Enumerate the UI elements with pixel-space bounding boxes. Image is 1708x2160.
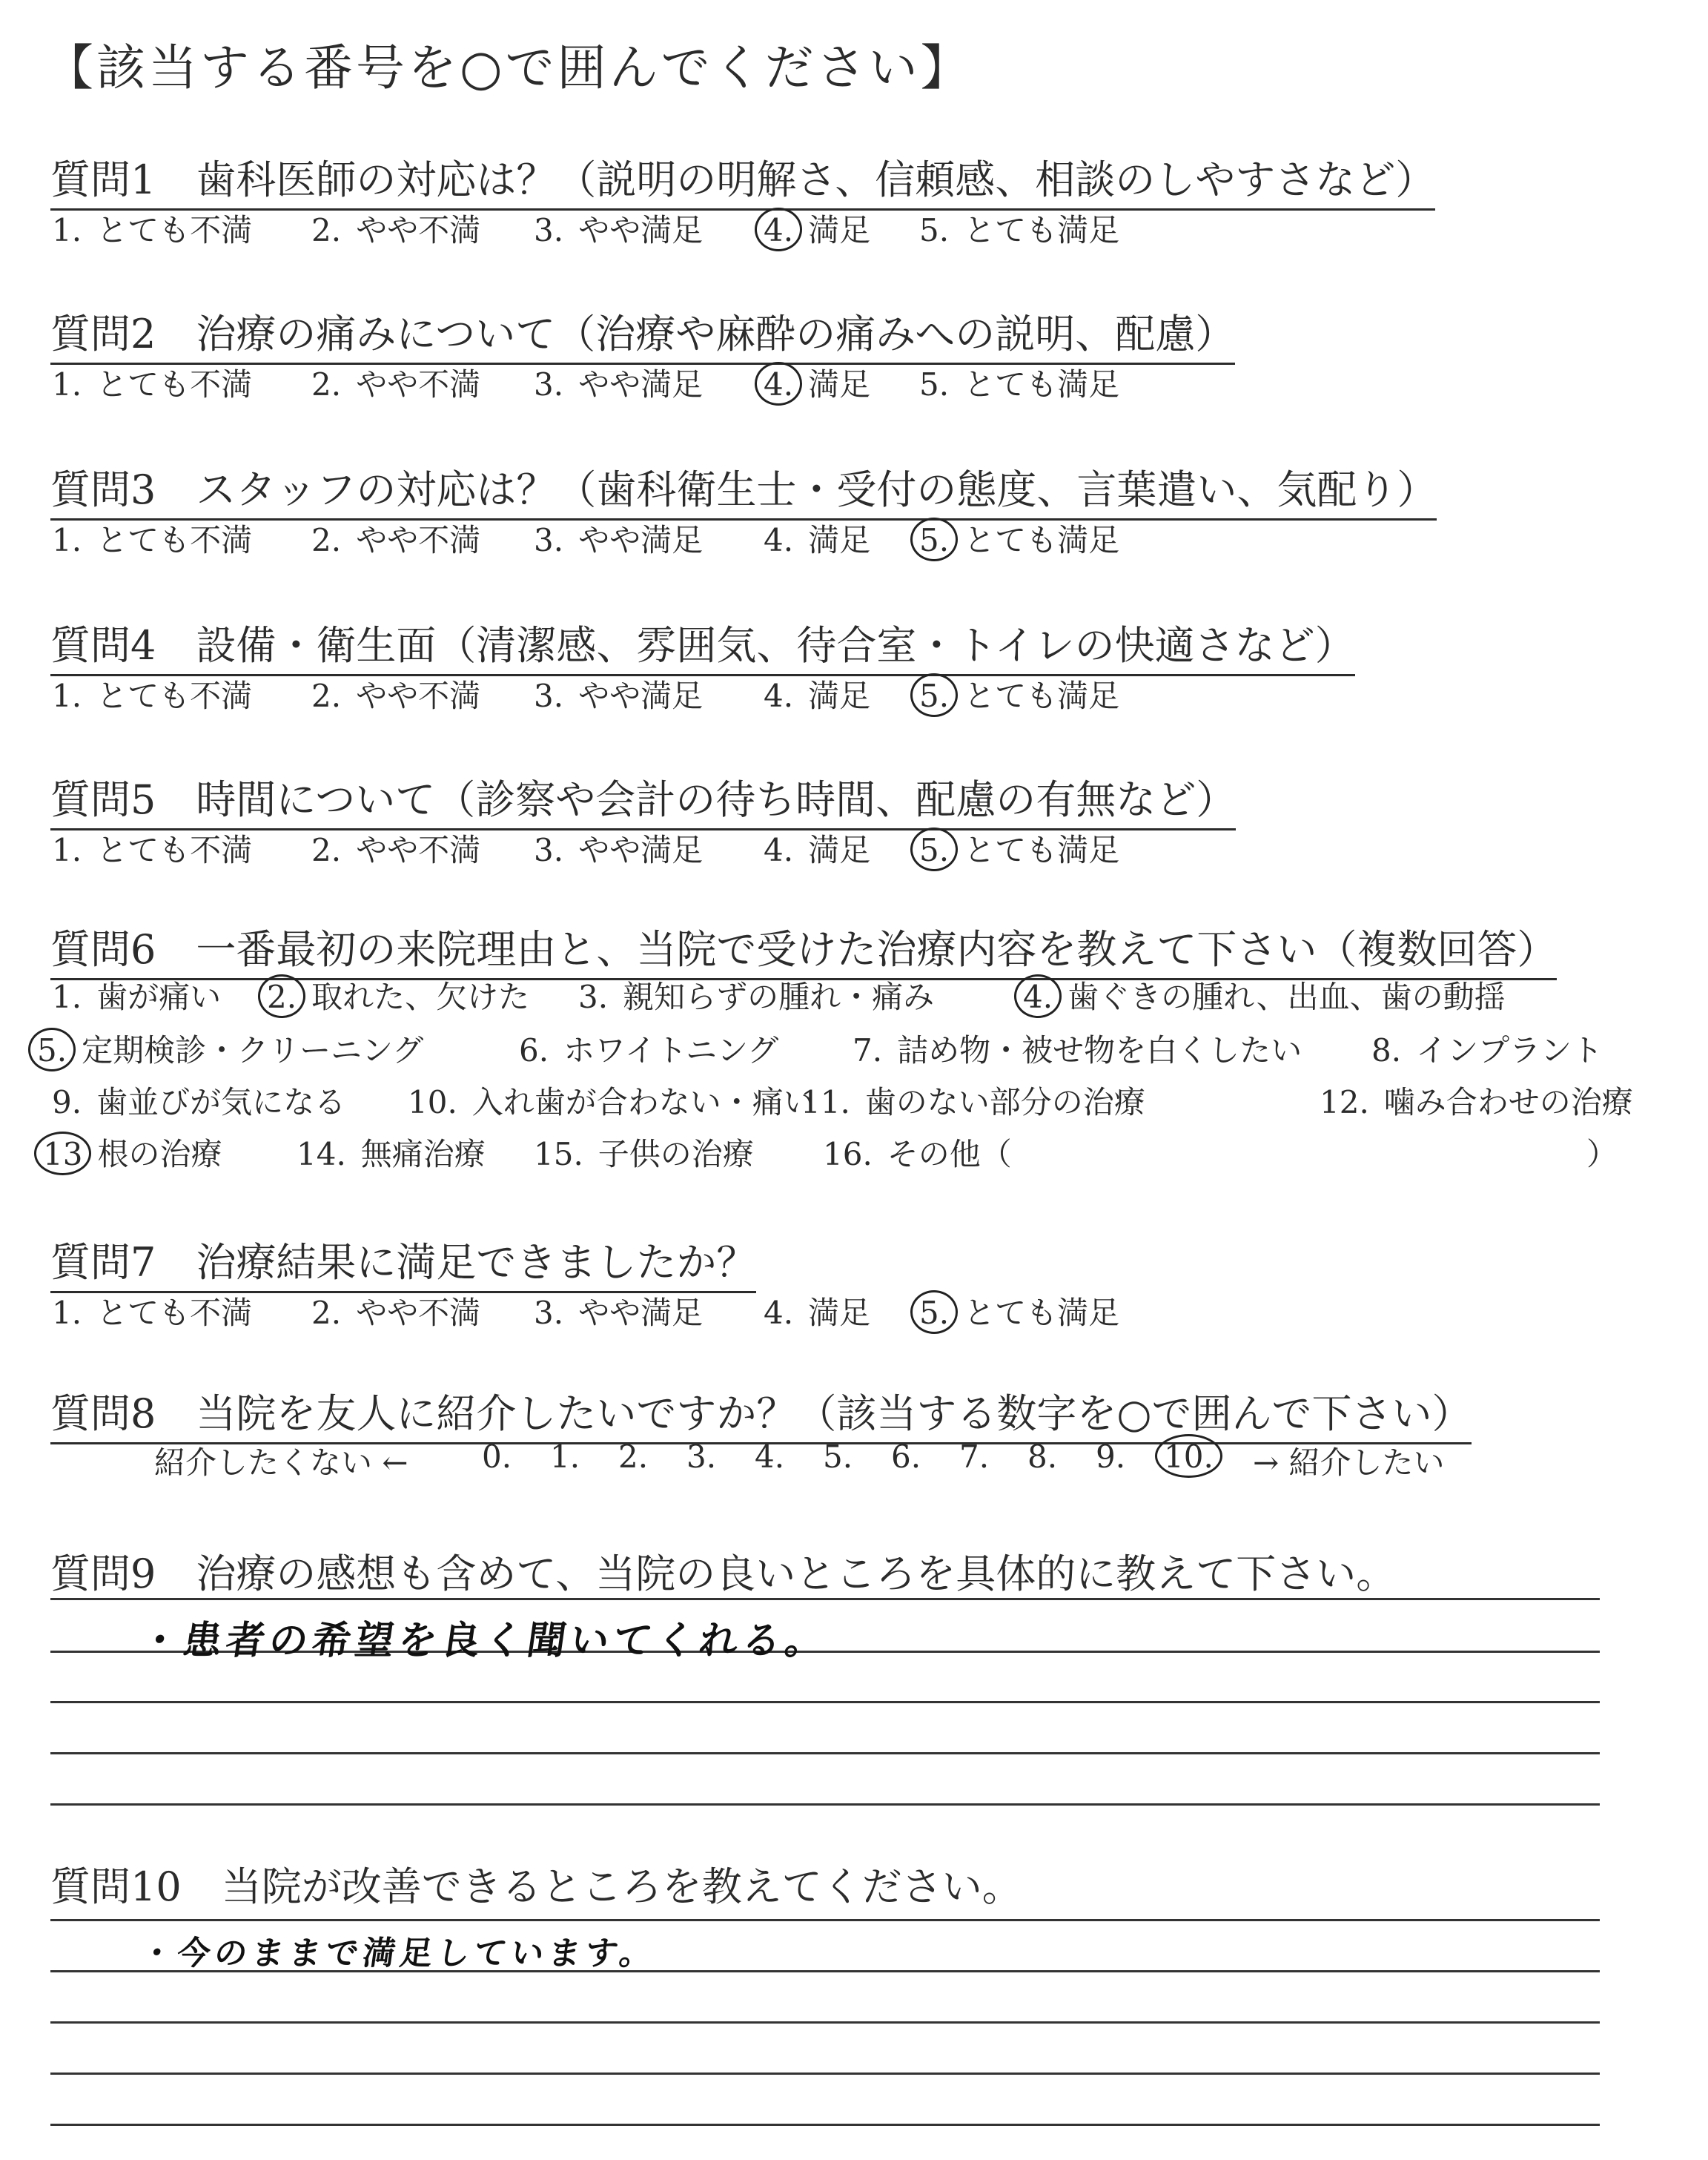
- option-label: やや満足: [578, 366, 704, 403]
- q6-option-14[interactable]: [297, 1130, 486, 1175]
- scale-option-1[interactable]: [52, 826, 252, 871]
- scale-option-1[interactable]: [52, 672, 252, 716]
- option-number: 2.: [311, 522, 342, 558]
- option-label: 無痛治療: [360, 1136, 486, 1172]
- recommend-score-0[interactable]: [482, 1439, 512, 1475]
- option-label: インプラント: [1416, 1032, 1603, 1069]
- option-label: とても不満: [96, 366, 253, 403]
- option-label: とても満足: [964, 1295, 1120, 1331]
- scale-option-1[interactable]: [52, 206, 252, 251]
- q6-option-12[interactable]: [1320, 1078, 1633, 1123]
- option-number: 16.: [823, 1136, 873, 1172]
- answer-line: [50, 1919, 1600, 1921]
- answer-line: [50, 2021, 1600, 2024]
- option-label: 根の治療: [97, 1136, 222, 1172]
- scale-option-3[interactable]: [534, 206, 703, 251]
- option-label: やや満足: [578, 522, 704, 558]
- scale-option-5[interactable]: [919, 1289, 1119, 1333]
- recommend-score-1[interactable]: [550, 1439, 580, 1475]
- question-4-title: 質問4 設備・衛生面（清潔感、雰囲気、待合室・トイレの快適さなど）: [50, 614, 1355, 676]
- q6-option-7[interactable]: [853, 1026, 1302, 1071]
- option-number: 8.: [1371, 1032, 1402, 1069]
- option-number: 5.: [919, 678, 950, 714]
- option-label: 詰め物・被せ物を白くしたい: [897, 1032, 1302, 1069]
- recommend-score-3[interactable]: [686, 1439, 716, 1475]
- scale-option-2[interactable]: [311, 360, 480, 405]
- option-number: 7.: [853, 1032, 883, 1069]
- option-label: ホワイトニング: [563, 1032, 779, 1069]
- option-label: とても満足: [964, 366, 1120, 403]
- option-label: 歯が痛い: [96, 979, 222, 1015]
- option-number: 1.: [52, 678, 82, 714]
- scale-option-4[interactable]: [764, 1289, 870, 1333]
- option-label: やや不満: [356, 366, 481, 403]
- option-label: やや満足: [578, 678, 704, 714]
- option-number: 4.: [764, 522, 794, 558]
- option-number: 4.: [764, 366, 794, 403]
- option-label: とても不満: [96, 678, 253, 714]
- scale-option-3[interactable]: [534, 826, 703, 871]
- scale-option-3[interactable]: [534, 516, 703, 561]
- option-label: 取れた、欠けた: [311, 979, 530, 1015]
- score-number: 10.: [1164, 1439, 1214, 1475]
- scale-option-2[interactable]: [311, 206, 480, 251]
- q8-left-label: 紹介したくない ←: [154, 1444, 408, 1481]
- score-number: 6.: [891, 1439, 921, 1475]
- scale-option-5[interactable]: [919, 672, 1119, 716]
- option-number: 1.: [52, 212, 82, 248]
- option-number: 4.: [764, 1295, 794, 1331]
- option-number: 12.: [1320, 1084, 1369, 1120]
- answer-line: [50, 1752, 1600, 1754]
- option-label: 歯ぐきの腫れ、出血、歯の動揺: [1068, 979, 1506, 1015]
- score-number: 2.: [618, 1439, 649, 1475]
- option-label: 満足: [808, 832, 871, 868]
- question-2-title: 質問2 治療の痛みについて（治療や麻酔の痛みへの説明、配慮）: [50, 303, 1235, 365]
- q6-option-4[interactable]: [1023, 973, 1506, 1017]
- option-number: 1.: [52, 979, 82, 1015]
- option-label: やや満足: [578, 832, 704, 868]
- option-label: 定期検診・クリーニング: [82, 1032, 424, 1069]
- answer-line: [50, 2124, 1600, 2126]
- q6-option-1[interactable]: [52, 973, 221, 1017]
- option-number: 1.: [52, 522, 82, 558]
- q6-option-9[interactable]: [52, 1078, 345, 1123]
- scale-option-2[interactable]: [311, 826, 480, 871]
- option-number: 4.: [764, 678, 794, 714]
- option-label: 子供の治療: [598, 1136, 754, 1172]
- question-8-title: 質問8 当院を友人に紹介したいですか？（該当する数字を○で囲んで下さい）: [50, 1382, 1472, 1444]
- option-number: 5.: [37, 1032, 67, 1069]
- option-number: 6.: [519, 1032, 549, 1069]
- option-number: 2.: [311, 366, 342, 403]
- option-number: 15.: [534, 1136, 583, 1172]
- option-number: 2.: [267, 979, 297, 1015]
- option-number: 1.: [52, 1295, 82, 1331]
- scale-option-2[interactable]: [311, 1289, 480, 1333]
- scale-option-1[interactable]: [52, 1289, 252, 1333]
- question-10-answer: ・今のままで満足しています。: [137, 1935, 660, 1972]
- option-label: とても不満: [96, 212, 253, 248]
- option-number: 13: [43, 1136, 83, 1172]
- option-number: 4.: [764, 212, 794, 248]
- scale-option-5[interactable]: [919, 516, 1119, 561]
- q6-option-5[interactable]: [37, 1026, 423, 1071]
- option-label: 満足: [808, 1295, 871, 1331]
- option-label: 噛み合わせの治療: [1383, 1084, 1633, 1120]
- option-label: 歯のない部分の治療: [864, 1084, 1145, 1120]
- option-label: 入れ歯が合わない・痛い: [471, 1084, 815, 1120]
- scale-option-5[interactable]: [919, 206, 1119, 251]
- option-label: 親知らずの腫れ・痛み: [623, 979, 935, 1015]
- option-number: 1.: [52, 832, 82, 868]
- q6-option-3[interactable]: [578, 973, 934, 1017]
- recommend-score-6[interactable]: [891, 1439, 921, 1475]
- answer-line: [50, 1598, 1600, 1600]
- option-label: やや満足: [578, 1295, 704, 1331]
- q6-option-2[interactable]: [267, 973, 529, 1017]
- option-label: やや不満: [356, 212, 481, 248]
- recommend-score-9[interactable]: [1096, 1439, 1125, 1475]
- option-number: 3.: [534, 832, 564, 868]
- answer-line: [50, 1701, 1600, 1703]
- q6-option-8[interactable]: [1371, 1026, 1603, 1071]
- option-label: とても満足: [964, 832, 1120, 868]
- question-5-title: 質問5 時間について（診察や会計の待ち時間、配慮の有無など）: [50, 768, 1236, 830]
- option-number: 5.: [919, 522, 950, 558]
- option-number: 4.: [764, 832, 794, 868]
- option-label: とても不満: [96, 1295, 253, 1331]
- option-label: とても満足: [964, 212, 1120, 248]
- option-number: 2.: [311, 1295, 342, 1331]
- option-number: 5.: [919, 366, 950, 403]
- score-number: 3.: [686, 1439, 717, 1475]
- q6-option-11[interactable]: [801, 1078, 1145, 1123]
- option-number: 5.: [919, 212, 950, 248]
- answer-line: [50, 1803, 1600, 1806]
- option-label: やや不満: [356, 522, 481, 558]
- q6-option-10[interactable]: [408, 1078, 815, 1123]
- scale-option-2[interactable]: [311, 672, 480, 716]
- page-header: 【該当する番号を○で囲んでください】: [44, 39, 973, 96]
- option-number: 3.: [534, 522, 564, 558]
- q8-right-label: → 紹介したい: [1253, 1444, 1445, 1481]
- question-6-title: 質問6 一番最初の来院理由と、当院で受けた治療内容を教えて下さい（複数回答）: [50, 918, 1557, 980]
- option-number: 2.: [311, 832, 342, 868]
- option-label: 歯並びが気になる: [96, 1084, 346, 1120]
- scale-option-5[interactable]: [919, 360, 1119, 405]
- scale-option-2[interactable]: [311, 516, 480, 561]
- scale-option-4[interactable]: [764, 516, 870, 561]
- option-number: 1.: [52, 366, 82, 403]
- question-3-title: 質問3 スタッフの対応は？（歯科衛生士・受付の態度、言葉遣い、気配り）: [50, 458, 1437, 521]
- option-number: 3.: [578, 979, 609, 1015]
- option-number: 2.: [311, 678, 342, 714]
- scale-option-4[interactable]: [764, 360, 870, 405]
- scale-option-4[interactable]: [764, 826, 870, 871]
- option-label: とても満足: [964, 678, 1120, 714]
- option-label: とても満足: [964, 522, 1120, 558]
- score-number: 7.: [959, 1439, 990, 1475]
- recommend-score-5[interactable]: [823, 1439, 853, 1475]
- option-number: 11.: [801, 1084, 850, 1120]
- scale-option-1[interactable]: [52, 516, 252, 561]
- answer-line: [50, 2073, 1600, 2075]
- question-9-answer: ・患者の希望を良く聞いてくれる。: [137, 1619, 832, 1663]
- option-number: 3.: [534, 366, 564, 403]
- scale-option-3[interactable]: [534, 360, 703, 405]
- q6-option-6[interactable]: [519, 1026, 778, 1071]
- scale-option-4[interactable]: [764, 206, 870, 251]
- scale-option-4[interactable]: [764, 672, 870, 716]
- option-number: 14.: [297, 1136, 346, 1172]
- q6-option-16[interactable]: [823, 1130, 1012, 1175]
- option-label: その他（: [887, 1136, 1012, 1172]
- question-10-title: 質問10 当院が改善できるところを教えてください。: [50, 1863, 1022, 1910]
- option-number: 9.: [52, 1084, 82, 1120]
- option-number: 3.: [534, 678, 564, 714]
- scale-option-1[interactable]: [52, 360, 252, 405]
- option-label: 満足: [808, 522, 871, 558]
- option-number: 3.: [534, 212, 564, 248]
- recommend-score-4[interactable]: [755, 1439, 784, 1475]
- score-number: 0.: [482, 1439, 512, 1475]
- scale-option-3[interactable]: [534, 1289, 703, 1333]
- option-label: 満足: [808, 678, 871, 714]
- option-number: 3.: [534, 1295, 564, 1331]
- score-number: 8.: [1027, 1439, 1058, 1475]
- score-number: 4.: [755, 1439, 785, 1475]
- option-label: とても不満: [96, 522, 253, 558]
- q6-option-15[interactable]: [534, 1130, 754, 1175]
- option-label: やや満足: [578, 212, 704, 248]
- option-label: とても不満: [96, 832, 253, 868]
- other-paren-close: ）: [1586, 1136, 1618, 1172]
- option-label: 満足: [808, 212, 871, 248]
- recommend-score-7[interactable]: [959, 1439, 989, 1475]
- recommend-score-10[interactable]: [1164, 1439, 1214, 1475]
- option-label: やや不満: [356, 1295, 481, 1331]
- option-number: 5.: [919, 832, 950, 868]
- scale-option-3[interactable]: [534, 672, 703, 716]
- option-number: 5.: [919, 1295, 950, 1331]
- option-number: 4.: [1023, 979, 1053, 1015]
- option-number: 2.: [311, 212, 342, 248]
- question-1-title: 質問1 歯科医師の対応は？（説明の明解さ、信頼感、相談のしやすさなど）: [50, 148, 1435, 211]
- q6-option-13[interactable]: [43, 1130, 222, 1175]
- question-7-title: 質問7 治療結果に満足できましたか？: [50, 1231, 756, 1293]
- option-label: やや不満: [356, 678, 481, 714]
- option-number: 10.: [408, 1084, 457, 1120]
- score-number: 9.: [1096, 1439, 1126, 1475]
- option-label: 満足: [808, 366, 871, 403]
- recommend-score-8[interactable]: [1027, 1439, 1057, 1475]
- option-label: やや不満: [356, 832, 481, 868]
- scale-option-5[interactable]: [919, 826, 1119, 871]
- recommend-score-2[interactable]: [618, 1439, 648, 1475]
- score-number: 1.: [550, 1439, 580, 1475]
- question-9-title: 質問9 治療の感想も含めて、当院の良いところを具体的に教えて下さい。: [50, 1550, 1397, 1597]
- score-number: 5.: [823, 1439, 853, 1475]
